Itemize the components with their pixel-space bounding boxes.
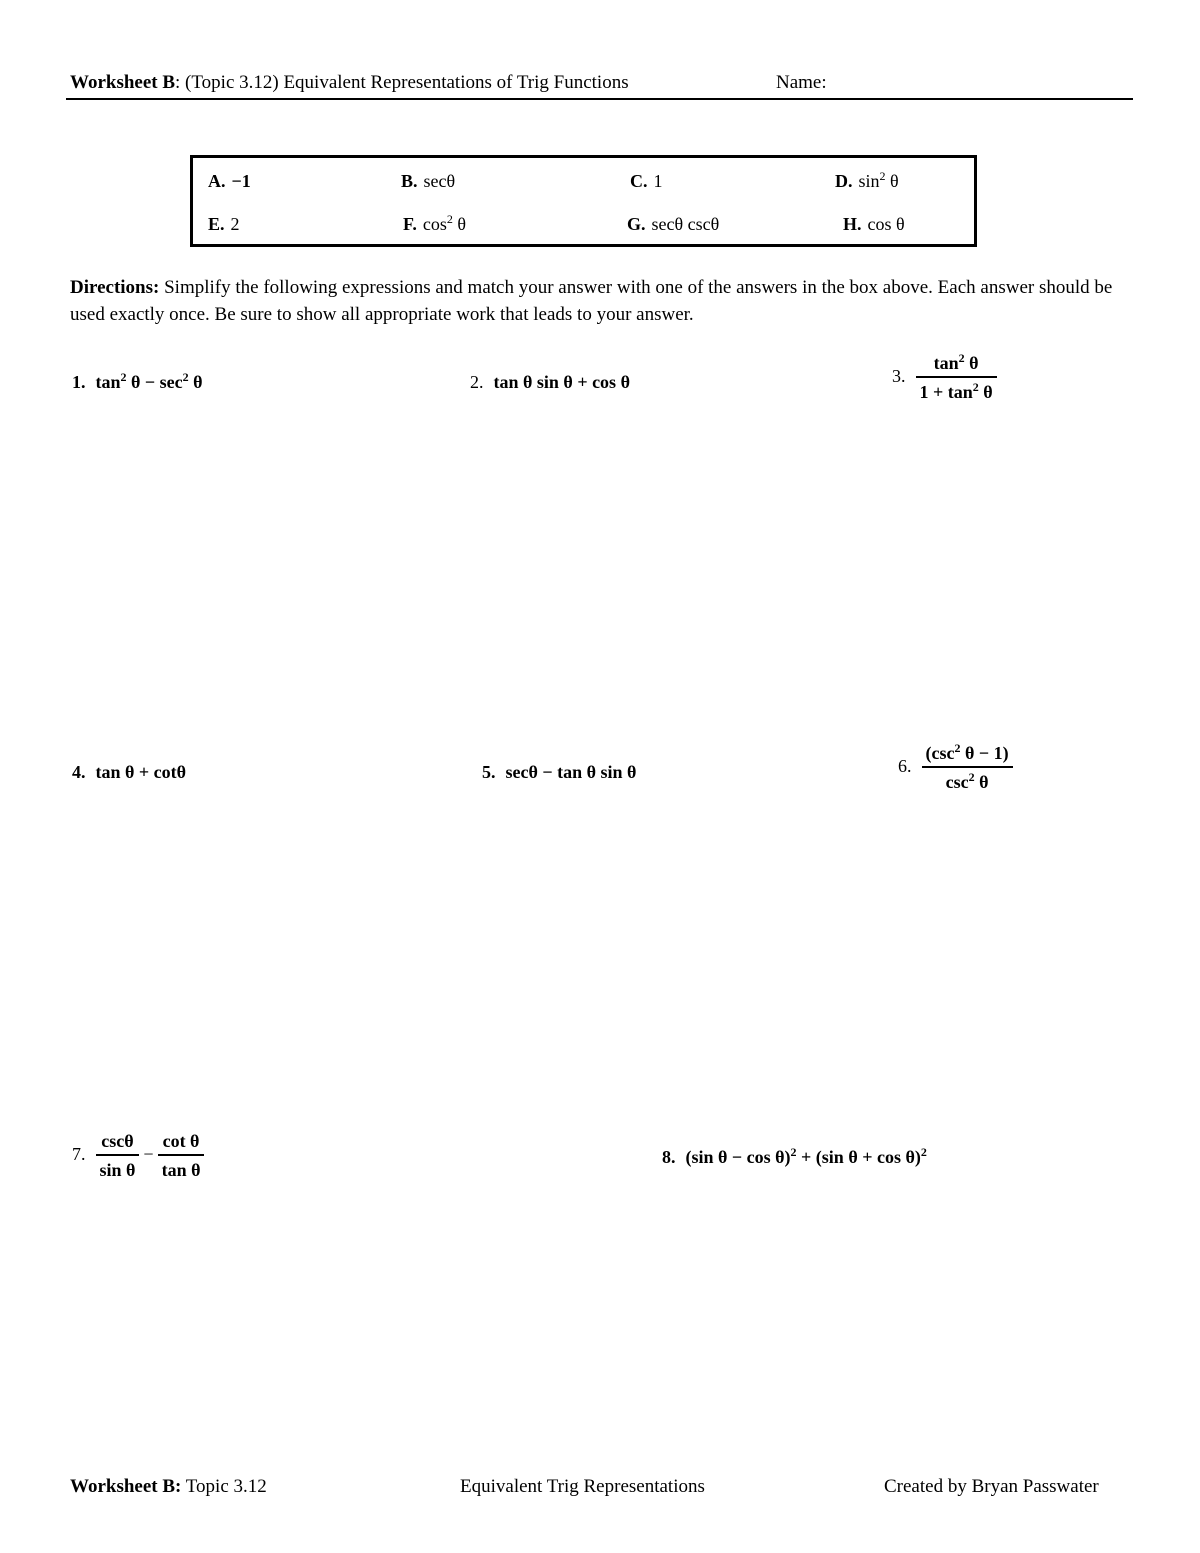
fraction-numerator: cot θ [158,1130,205,1156]
problem-fraction-1 [96,1130,140,1181]
answer-expr: cos θ [867,214,905,234]
problem-8 [662,1146,927,1168]
answer-letter: B. [401,171,418,191]
problem-4 [72,761,186,783]
problem-5 [482,761,636,783]
minus-operator: − [143,1143,154,1164]
answer-e [208,213,240,235]
problem-expression: $\tan^2 \theta - \sec^2 \theta$ [95,370,203,392]
answer-g [627,213,719,235]
answer-letter: E. [208,214,225,234]
answer-letter: G. [627,214,646,234]
problem-7 [72,1130,204,1181]
answer-box [190,155,977,247]
answer-b [401,170,455,192]
footer-right: Created by Bryan Passwater [884,1476,1099,1497]
answer-letter: A. [208,171,226,191]
answer-h [843,213,905,235]
problem-number: 2. [470,372,484,392]
footer-left [70,1474,267,1500]
problem-number: 6. [898,755,912,776]
answer-letter: D. [835,171,853,191]
problem-fraction-2 [158,1130,205,1181]
problem-number: 5. [482,762,496,782]
problem-expression: secθ − tan θ sin θ [505,762,637,782]
answer-tail: θ [452,214,466,234]
problem-fraction [916,352,997,403]
header-label: Worksheet B [70,72,176,93]
answer-sup: 2 [446,212,453,226]
answer-c [630,170,663,192]
problem-6 [898,742,1013,793]
answer-tail: θ [885,171,899,191]
answer-expr: secθ [423,171,456,191]
answer-expr: sin [858,171,880,191]
answer-d [835,170,899,192]
answer-expr: 1 [653,171,663,191]
footer-topic: Topic 3.12 [181,1476,267,1497]
header-topic: : (Topic 3.12) Equivalent Representations of Trig Functions [175,72,629,93]
directions [70,274,1130,328]
problem-1 [72,371,203,393]
problem-2 [470,371,630,393]
problem-expression: tan θ + cotθ [95,762,187,782]
fraction-denominator: tan θ [161,1160,201,1180]
answer-expr: cos [422,214,447,234]
problem-number: 4. [72,762,86,782]
problem-expression: tan θ sin θ + cos θ [493,372,630,392]
fraction-denominator: $1 + \tan^2 \theta$ [919,380,993,402]
directions-text: Simplify the following expressions and match your answer with one of the answers in the box above. Each answer should be used exactly once. Be sure to show all appropriate work that leads to your answer. [70,277,1113,325]
fraction-numerator: $\tan^2 \theta$ [916,352,997,378]
answer-expr: 2 [230,214,240,234]
footer-center: Equivalent Trig Representations [460,1476,705,1497]
problem-number: 8. [662,1147,676,1167]
fraction-denominator: sin θ [99,1160,136,1180]
answer-letter: H. [843,214,862,234]
answer-expr: secθ cscθ [651,214,720,234]
name-label: Name: [776,72,827,93]
answer-letter: F. [403,214,417,234]
answer-expr: −1 [231,171,251,191]
footer-label: Worksheet B: [70,1476,182,1497]
answer-a [208,170,251,192]
worksheet-header [70,70,1132,96]
problem-number: 1. [72,372,86,392]
problem-3 [892,352,997,403]
problem-number: 7. [72,1143,86,1164]
answer-sup: 2 [879,169,886,183]
problem-number: 3. [892,365,906,386]
fraction-denominator: $\csc^2 \theta$ [945,770,989,792]
problem-expression: (sin θ − cos θ)$^2$ + (sin θ + cos θ)$^2$ [685,1145,927,1167]
header-rule [66,98,1133,100]
fraction-numerator: cscθ [96,1130,140,1156]
answer-f [403,213,466,235]
fraction-numerator: ($\csc^2$ θ − 1) [922,742,1013,768]
problem-fraction [922,742,1013,793]
directions-label: Directions: [70,277,160,298]
answer-letter: C. [630,171,648,191]
